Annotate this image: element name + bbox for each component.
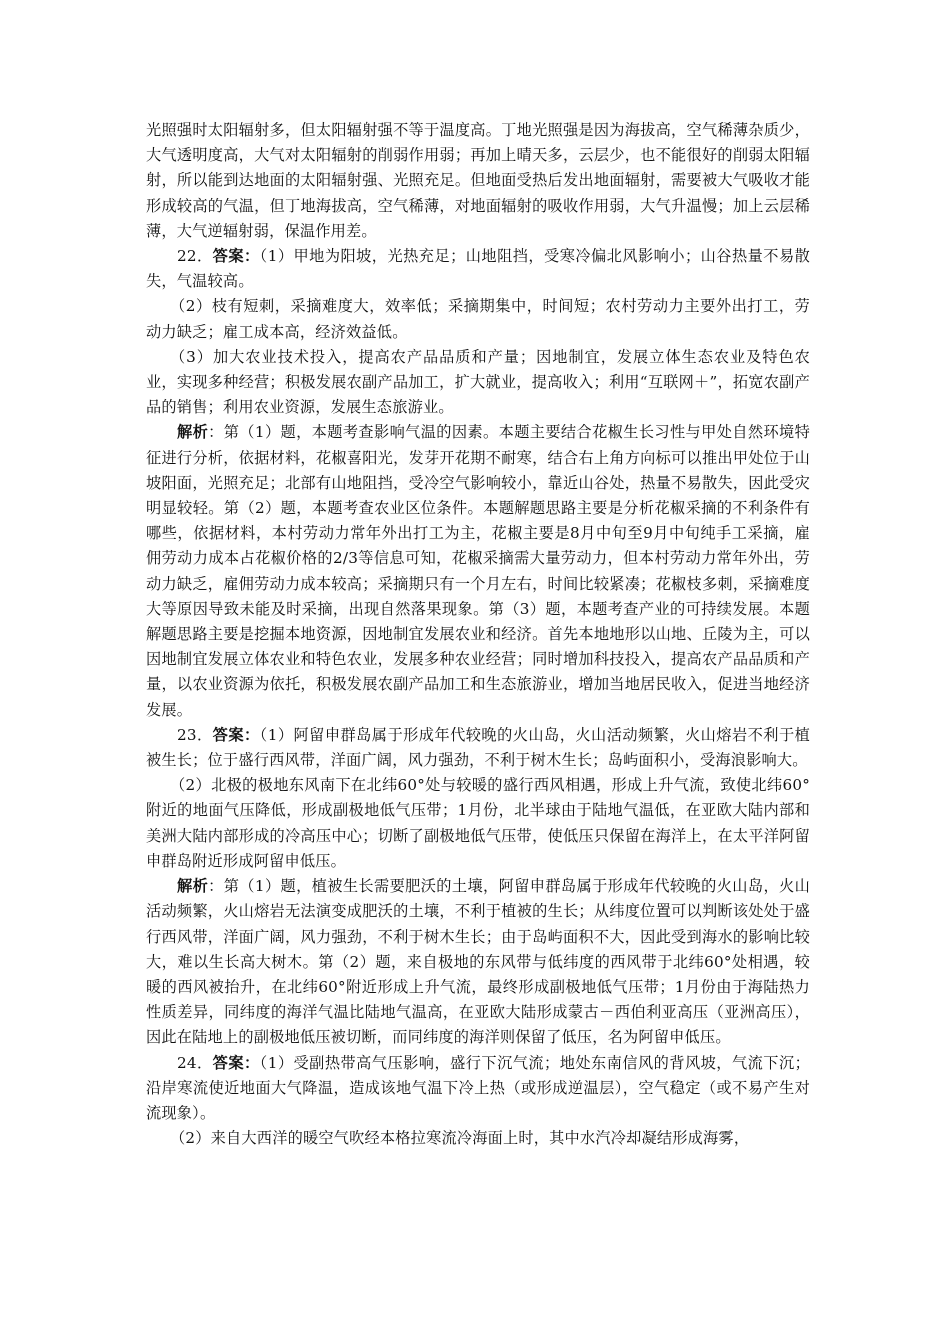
q22-answer-1-text: （1）甲地为阳坡，光热充足；山地阻挡，受寒冷偏北风影响小；山谷热量不易散失，气温较高。 bbox=[146, 247, 810, 291]
q23-answer-2: （2）北极的极地东风南下在北纬60°处与较暖的盛行西风相遇，形成上升气流，致使北纬60°附近的地面气压降低，形成副极地低气压带；1月份，北半球由于陆地气温低，在亚欧大陆内部和美洲大陆内部形成的冷高压中心；切断了副极地低气压带，使低压只保留在海洋上，在太平洋阿留申群岛附近形成阿留申低压。 bbox=[146, 776, 810, 870]
q22-analysis-text: ：第（1）题，本题考查影响气温的因素。本题主要结合花椒生长习性与甲处自然环境特征进行分析，依据材料，花椒喜阳光，发芽开花期不耐寒，结合右上角方向标可以推出甲处位于山坡阳面，光照充足；北部有山地阻挡，受冷空气影响较小，靠近山谷处，热量不易散失，因此受灾明显较轻。第（2）题，本题考查农业区位条件。本题解题思路主要是分析花椒采摘的不利条件有哪些，依据材料，本村劳动力常年外出打工为主，花椒主要是8月中旬至9月中旬纯手工采摘，雇佣劳动力成本占花椒价格的2/3等信息可知，花椒采摘需大量劳动力，但本村劳动力常年外出，劳动力缺乏，雇佣劳动力成本较高；采摘期只有一个月左右，时间比较紧凑；花椒枝多刺，采摘难度大等原因导致未能及时采摘，出现自然落果现象。第（3）题，本题考查产业的可持续发展。本题解题思路主要是挖掘本地资源，因地制宜发展农业和经济。首先本地地形以山地、丘陵为主，可以因地制宜发展立体农业和特色农业，发展多种农业经营；同时增加科技投入，提高农产品品质和产量，以农业资源为依托，积极发展农副产品加工和生态旅游业，增加当地居民收入，促进当地经济发展。 bbox=[146, 423, 810, 719]
q24-number: 24． bbox=[177, 1053, 213, 1072]
q23-number: 23． bbox=[177, 725, 213, 744]
q23-analysis-text: ：第（1）题，植被生长需要肥沃的土壤，阿留申群岛属于形成年代较晚的火山岛，火山活动频繁，火山熔岩无法演变成肥沃的土壤，不利于植被的生长；从纬度位置可以判断该处处于盛行西风带，洋面广阔，风力强劲，不利于树木生长；由于岛屿面积不大，因此受到海水的影响比较大，难以生长高大树木。第（2）题，来自极地的东风带与低纬度的西风带于北纬60°处相遇，较暖的西风被抬升，在北纬60°附近形成上升气流，最终形成副极地低气压带；1月份由于海陆热力性质差异，同纬度的海洋气温比陆地气温高，在亚欧大陆形成蒙古－西伯利亚高压（亚洲高压），因此在陆地上的副极地低压被切断，而同纬度的海洋则保留了低压，名为阿留申低压。 bbox=[146, 877, 810, 1047]
q23-answer-1 bbox=[146, 723, 810, 773]
q22-answer-3: （3）加大农业技术投入，提高农产品品质和产量；因地制宜，发展立体生态农业及特色农业，实现多种经营；积极发展农副产品加工，扩大就业，提高收入；利用“互联网＋”，拓宽农副产品的销售；利用农业资源，发展生态旅游业。 bbox=[146, 347, 810, 417]
q23-analysis-label: 解析 bbox=[177, 877, 209, 896]
q23-answer-1-text: （1）阿留申群岛属于形成年代较晚的火山岛，火山活动频繁，火山熔岩不利于植被生长；位于盛行西风带，洋面广阔，风力强劲，不利于树木生长；岛屿面积小，受海浪影响大。 bbox=[146, 725, 810, 770]
intro-paragraph: 光照强时太阳辐射多，但太阳辐射强不等于温度高。丁地光照强是因为海拔高，空气稀薄杂质少，大气透明度高，大气对太阳辐射的削弱作用弱；再加上晴天多，云层少，也不能很好的削弱太阳辐射，所以能到达地面的太阳辐射强、光照充足。但地面受热后发出地面辐射，需要被大气吸收才能形成较高的气温，但丁地海拔高，空气稀薄，对地面辐射的吸收作用弱，大气升温慢；加上云层稀薄，大气逆辐射弱，保温作用差。 bbox=[146, 121, 810, 240]
q22-answer-1 bbox=[146, 244, 810, 294]
q24-answer-1-text: （1）受副热带高气压影响，盛行下沉气流；地处东南信风的背风坡，气流下沉；沿岸寒流使近地面大气降温，造成该地气温下冷上热（或形成逆温层），空气稳定（或不易产生对流现象）。 bbox=[146, 1053, 810, 1122]
q22-number: 22． bbox=[177, 247, 213, 266]
q24-answer-2: （2）来自大西洋的暖空气吹经本格拉寒流冷海面上时，其中水汽冷却凝结形成海雾， bbox=[170, 1129, 750, 1148]
q23-answer-label: 答案： bbox=[212, 725, 260, 744]
q24-answer-label: 答案： bbox=[212, 1053, 260, 1072]
q23-analysis bbox=[146, 874, 810, 1050]
document-page bbox=[146, 118, 810, 1151]
q24-answer-1 bbox=[146, 1051, 810, 1127]
q22-analysis-label: 解析 bbox=[177, 423, 209, 442]
q22-answer-2: （2）枝有短刺，采摘难度大，效率低；采摘期集中，时间短；农村劳动力主要外出打工，劳动力缺乏；雇工成本高，经济效益低。 bbox=[146, 297, 810, 341]
q22-analysis bbox=[146, 420, 810, 722]
q22-answer-label: 答案： bbox=[212, 247, 260, 266]
